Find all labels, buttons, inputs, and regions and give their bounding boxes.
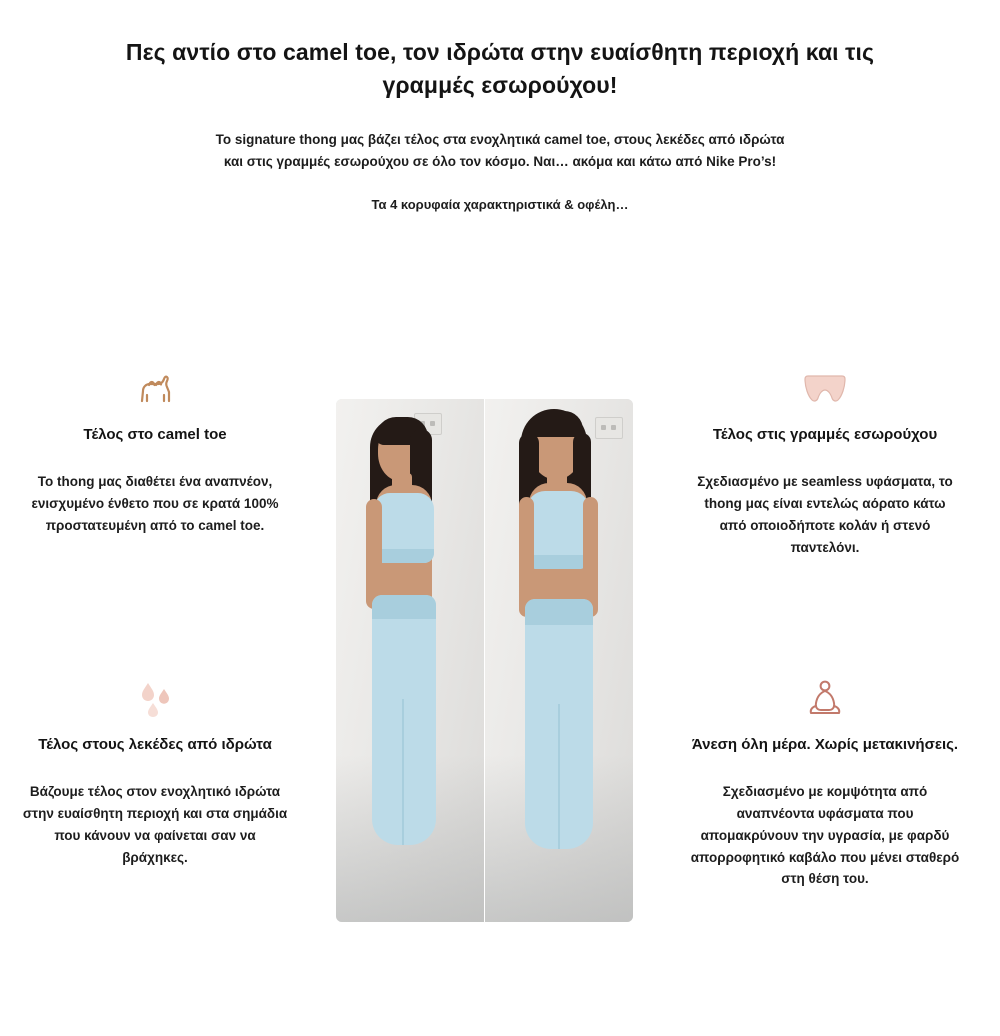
feature-body: Σχεδιασμένο με κομψότητα από αναπνέοντα υφάσματα που απομακρύνουν την υγρασία, με φαρδύ απορροφητικό καβάλο που μένει σταθερό στη θέση του. xyxy=(690,784,960,887)
model-figure-left xyxy=(336,399,484,922)
comfort-pose-icon xyxy=(690,676,960,720)
feature-title: Τέλος στις γραμμές εσωρούχου xyxy=(712,426,938,443)
hero-split-divider xyxy=(484,399,485,922)
underwear-icon xyxy=(690,366,960,410)
hero-image-left xyxy=(336,399,484,922)
feature-camel-toe xyxy=(20,366,290,537)
feature-all-day-comfort xyxy=(690,676,960,890)
feature-sweat-stains xyxy=(20,676,290,868)
camel-icon xyxy=(20,366,290,410)
hero-image xyxy=(336,399,633,922)
sweat-drops-icon xyxy=(20,676,290,720)
feature-title: Τέλος στο camel toe xyxy=(83,426,227,443)
feature-underwear-lines xyxy=(690,366,960,558)
model-figure-right xyxy=(485,399,633,922)
intro-paragraph: Το signature thong μας βάζει τέλος στα ενοχλητικά camel toe, στους λεκέδες από ιδρώτα και στις γραμμές εσωρούχου σε όλο τον κόσμο. Ναι… ακόμα και κάτω από Nike Pro’s! xyxy=(215,132,785,169)
product-feature-page xyxy=(0,36,1000,1036)
feature-body: Σχεδιασμένο με seamless υφάσματα, το thong μας είναι εντελώς αόρατο κάτω από οποιοδήποτε κολάν ή στενό παντελόνι. xyxy=(697,474,953,555)
feature-title: Τέλος στους λεκέδες από ιδρώτα xyxy=(38,736,272,753)
feature-body: Βάζουμε τέλος στον ενοχλητικό ιδρώτα στην ευαίσθητη περιοχή και στα σημάδια που κάνουν να φαίνεται σαν να βράχηκες. xyxy=(22,784,288,865)
feature-title: Άνεση όλη μέρα. Χωρίς μετακινήσεις. xyxy=(691,736,959,753)
hero-image-right xyxy=(485,399,633,922)
features-lead-in: Τα 4 κορυφαία χαρακτηριστικά & οφέλη… xyxy=(371,196,629,212)
page-title: Πες αντίο στο camel toe, τον ιδρώτα στην ευαίσθητη περιοχή και τις γραμμές εσωρούχου! xyxy=(125,39,875,98)
feature-body: Το thong μας διαθέτει ένα αναπνέον, ενισχυμένο ένθετο που σε κρατά 100% προστατευμένη από το camel toe. xyxy=(31,474,279,533)
